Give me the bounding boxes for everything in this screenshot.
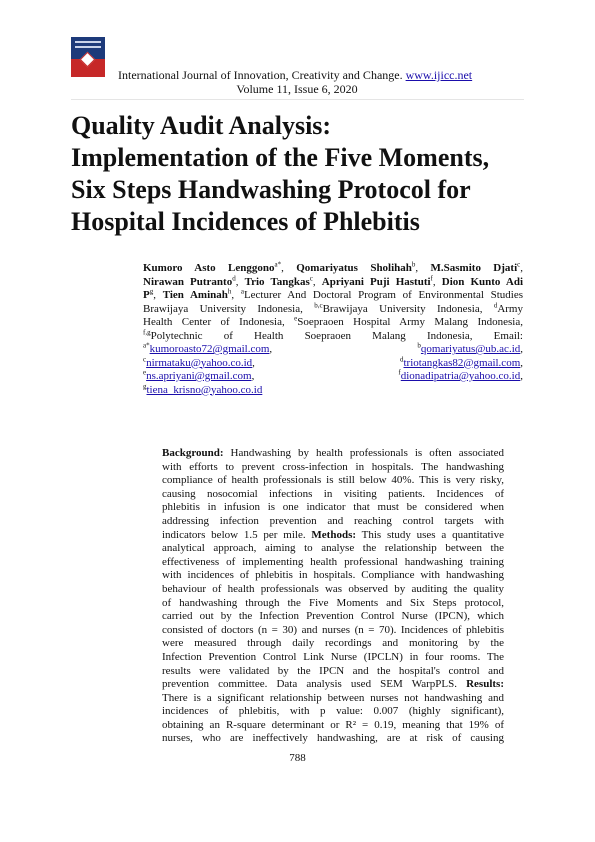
author-name: Trio Tangkas	[244, 275, 310, 288]
title-line-1: Quality Audit Analysis:	[71, 111, 332, 140]
author-name: Nirawan Putranto	[143, 275, 233, 288]
journal-name: International Journal of Innovation, Creativity and Change.	[118, 68, 403, 82]
affiliation: Brawijaya University Indonesia,	[322, 302, 483, 315]
running-header	[118, 68, 476, 96]
email-link[interactable]: dionadipatria@yahoo.co.id	[400, 370, 521, 382]
abstract-background-label: Background:	[162, 447, 224, 459]
title-line-2: Implementation of the Five Moments,	[71, 143, 490, 172]
author-name: Dion Kunto Adi	[441, 275, 524, 288]
email-link[interactable]: ns.apriyani@gmail.com	[146, 370, 252, 382]
author-name: Apriyani Puji Hastuti	[321, 275, 431, 288]
email-link[interactable]: nirmataku@yahoo.co.id	[146, 356, 253, 369]
journal-logo	[71, 37, 105, 77]
header-divider	[71, 99, 524, 100]
author-name: M.Sasmito Djati	[430, 262, 518, 274]
title-line-3: Six Steps Handwashing Protocol for	[71, 175, 471, 204]
abstract: Background: Handwashing by health professionals is often associated with efforts to prevent cross-infection in hospitals. The handwashing compliance of health professionals is still below 40%. This is very risky, causing nosocomial infections in visiting patients. Incidences of phlebitis in infusion is one indicator that must be considered when addressing infection prevention and reaching control targets with indicators below 1.5 per mile. Methods: This study uses a quantitative analytical approach, aiming to analyse the relationship between the effectiveness of implementing health professional handwashing training with incidences of phlebitis in hospitals. Compliance with handwashing behaviour of health professionals was observed by auditing the quality of handwashing through the Five Moments and Six Steps protocol, carried out by the Infection Prevention Control Nurse (IPCN), which consisted of doctors (n = 30) and nurses (n = 70). Incidences of phlebitis were measured through daily recordings and monitoring by the Infection Prevention Control Link Nurse (IPCLN) in four rooms. The results were validated by the IPCN and the hospital's control and prevention committee. Data analysis used SEM WarpPLS. Results: There is a significant relationship between nurses not handwashing and incidences of phlebitis, with p value: 0.007 (highly significant), obtaining an R-square determinant or R² = 0.19, meaning that 19% of nurses, who are ineffectively handwashing, are at risk of causing	[162, 447, 504, 745]
abstract-methods-label: Methods:	[311, 528, 357, 541]
abstract-results-label: Results:	[466, 678, 504, 691]
author-name: Kumoro Asto Lenggono	[143, 262, 275, 274]
email-link[interactable]: kumoroasto72@gmail.com	[149, 343, 270, 355]
email-link[interactable]: tiena_krisno@yahoo.co.id	[146, 383, 263, 396]
page-number: 788	[289, 752, 306, 764]
author-name: Tien Aminah	[162, 289, 228, 301]
title-line-4: Hospital Incidences of Phlebitis	[71, 207, 420, 236]
author-block: Kumoro Asto Lenggono$^{a*}$, Qomariyatus Sholihah$^b$, M.Sasmito Djati$^c$, Nirawan Putranto$^d$, Trio Tangkas$^c$, Apriyani Puji Hastuti$^f$, Dion Kunto Adi $P^g$, Tien Aminah$^h$, $^a$Lecturer And Doctoral Program of Environmental Studies Brawijaya University Indonesia, $^{b,c}$Brawijaya University Indonesia, $^d$Army Health Center of Indonesia, $^e$Soepraoen Hospital Army Malang Indonesia, $^{f,g}$Polytechnic of Health Soepraoen Malang Indonesia, Email: $^{a*}$kumoroasto72@gmail.com, $^b$qomariyatus@ub.ac.id, $^c$nirmataku@yahoo.co.id, $^d$triotangkas82@gmail.com, $^e$ns.apriyani@gmail.com, $^f$dionadipatria@yahoo.co.id, $^g$tiena_krisno@yahoo.co.id	[143, 260, 524, 396]
paper-title	[71, 110, 541, 238]
email-link[interactable]: qomariyatus@ub.ac.id	[420, 343, 521, 355]
affiliation: Army	[497, 302, 523, 315]
volume-issue: Volume 11, Issue 6, 2020	[236, 82, 358, 96]
affiliation: Soepraoen Hospital Army Malang Indonesia,	[297, 316, 523, 328]
journal-url-link[interactable]: www.ijicc.net	[405, 68, 473, 82]
affiliation: Lecturer And Doctoral Program of Environmental Studies	[243, 289, 523, 301]
email-link[interactable]: triotangkas82@gmail.com	[403, 356, 521, 369]
affiliation: Polytechnic of Health Soepraoen Malang Indonesia, Email:	[150, 329, 523, 342]
author-name: Qomariyatus Sholihah	[296, 262, 412, 274]
